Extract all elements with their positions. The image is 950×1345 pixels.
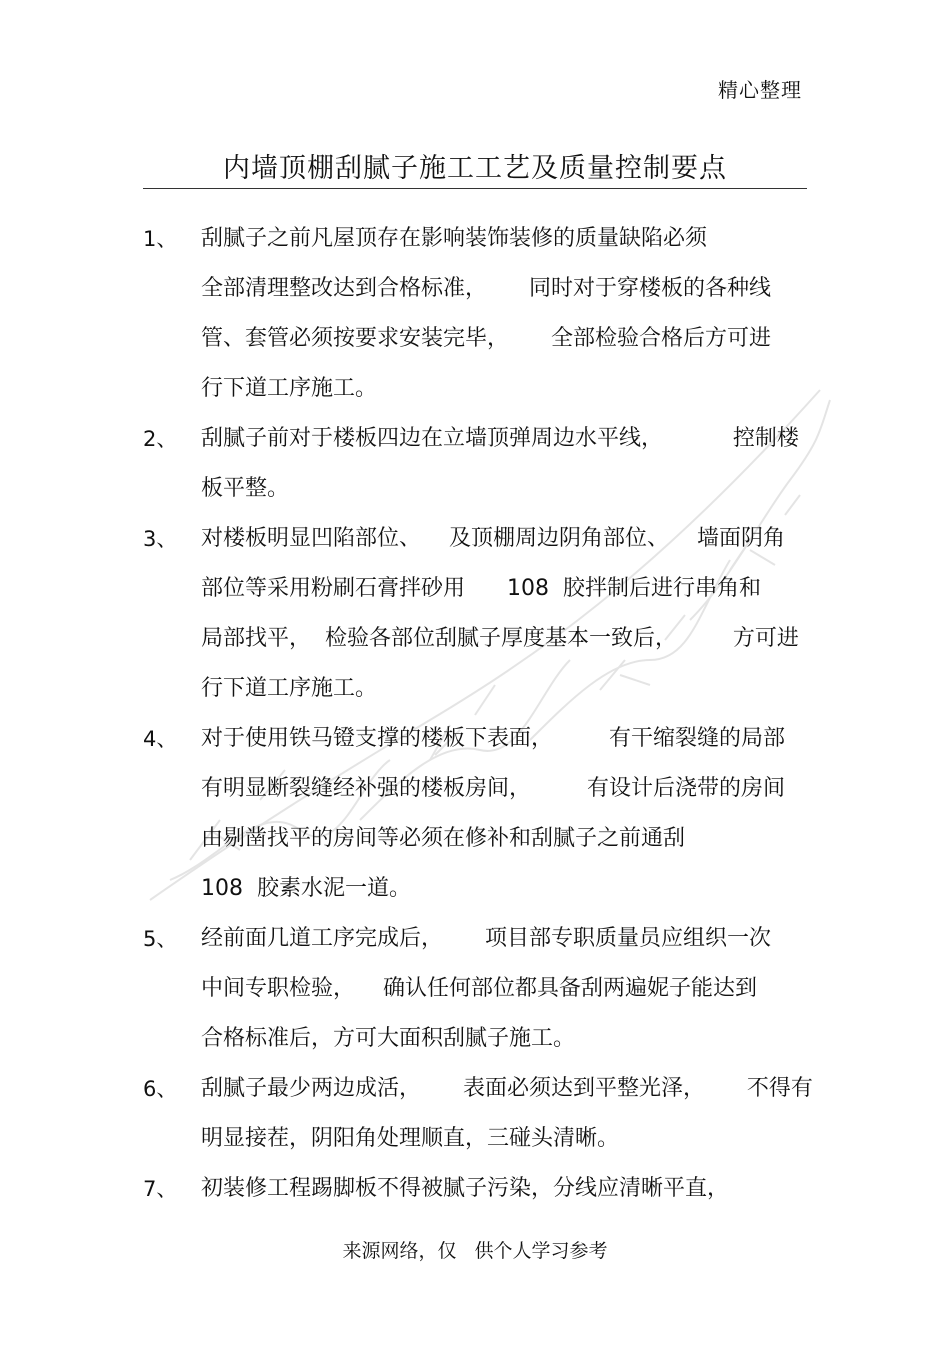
list-item — [0, 414, 950, 514]
text-line: 合格标准后，方可大面积刮腻子施工。 — [201, 1026, 576, 1051]
text-line: 对于使用铁马镫支撑的楼板下表面， 有干缩裂缝的局部 — [201, 726, 785, 751]
item-text — [201, 714, 950, 914]
text-line: 经前面几道工序完成后， 项目部专职质量员应组织一次 — [201, 926, 771, 951]
list-item — [0, 714, 950, 914]
header-note: 精心整理 — [718, 78, 802, 102]
text-line: 管、套管必须按要求安装完毕， 全部检验合格后方可进 — [201, 326, 771, 351]
list-item — [0, 1064, 950, 1164]
item-text — [201, 1064, 950, 1164]
numbered-list — [0, 214, 950, 1214]
text-line: 行下道工序施工。 — [201, 376, 378, 401]
text-line: 中间专职检验， 确认任何部位都具备刮两遍妮子能达到 — [201, 976, 757, 1001]
text-line: 部位等采用粉刷石膏拌砂用 108 胶拌制后进行串角和 — [201, 576, 761, 601]
item-number: 6、 — [143, 1077, 178, 1101]
text-line: 刮腻子之前凡屋顶存在影响装饰装修的质量缺陷必须 — [201, 226, 708, 251]
item-number: 3、 — [143, 527, 178, 551]
footer-note: 来源网络，仅 供个人学习参考 — [342, 1240, 608, 1262]
item-text — [201, 214, 950, 414]
item-text — [201, 1164, 950, 1214]
list-item — [0, 514, 950, 714]
text-line: 由剔凿找平的房间等必须在修补和刮腻子之前通刮 — [201, 826, 686, 851]
text-line: 对楼板明显凹陷部位、 及顶棚周边阴角部位、 墙面阴角 — [201, 526, 785, 551]
text-line: 108 胶素水泥一道。 — [201, 876, 411, 901]
text-line: 局部找平， 检验各部位刮腻子厚度基本一致后， 方可进 — [201, 626, 799, 651]
item-number: 2、 — [143, 427, 178, 451]
title-underline — [143, 188, 807, 189]
item-number: 7、 — [143, 1177, 178, 1201]
text-line: 全部清理整改达到合格标准， 同时对于穿楼板的各种线 — [201, 276, 771, 301]
item-number: 4、 — [143, 727, 178, 751]
list-item — [0, 214, 950, 414]
document-title: 内墙顶棚刮腻子施工工艺及质量控制要点 — [223, 153, 727, 184]
text-line: 行下道工序施工。 — [201, 676, 378, 701]
text-line: 初装修工程踢脚板不得被腻子污染，分线应清晰平直， — [201, 1176, 730, 1201]
item-text — [201, 414, 950, 514]
item-text — [201, 514, 950, 714]
text-line: 板平整。 — [201, 476, 290, 501]
item-number: 5、 — [143, 927, 178, 951]
text-line: 明显接茬，阴阳角处理顺直，三碰头清晰。 — [201, 1126, 620, 1151]
item-text — [201, 914, 950, 1064]
text-line: 刮腻子前对于楼板四边在立墙顶弹周边水平线， 控制楼 — [201, 426, 799, 451]
text-line: 刮腻子最少两边成活， 表面必须达到平整光泽， 不得有 — [201, 1076, 813, 1101]
list-item — [0, 914, 950, 1064]
text-line: 有明显断裂缝经补强的楼板房间， 有设计后浇带的房间 — [201, 776, 785, 801]
list-item — [0, 1164, 950, 1214]
item-number: 1、 — [143, 227, 178, 251]
